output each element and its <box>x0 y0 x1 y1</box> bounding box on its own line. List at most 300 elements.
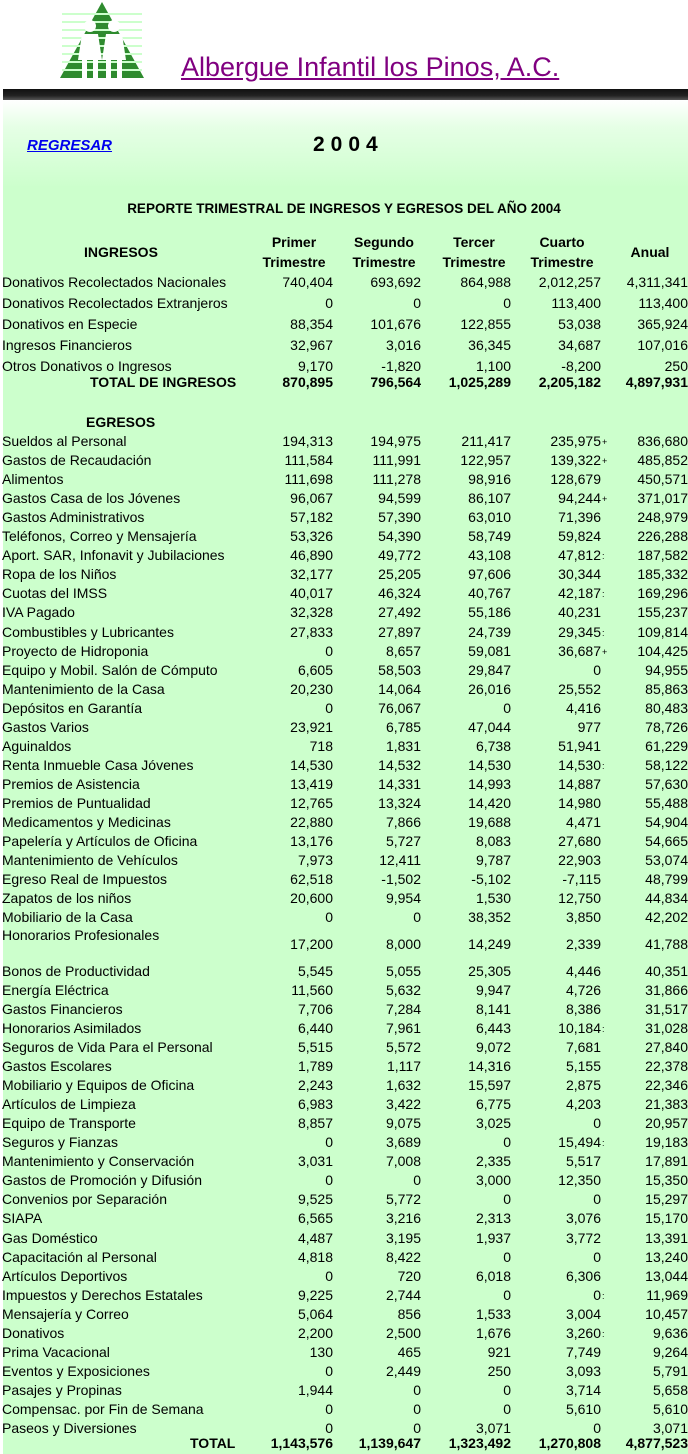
row-q4: 3,076 <box>565 1210 601 1227</box>
row-q1: 2,243 <box>297 1077 333 1094</box>
row-q3: 0 <box>503 1286 511 1303</box>
column-header-anual: Anual <box>630 244 670 260</box>
row-q3: 122,855 <box>460 316 511 332</box>
row-anual: 31,866 <box>645 981 688 998</box>
row-label: Pasajes y Propinas <box>2 1381 122 1398</box>
row-anual: 250 <box>664 358 688 374</box>
row-anual: 11,969 <box>646 1286 688 1303</box>
row-label: Artículos de Limpieza <box>2 1096 136 1113</box>
row-label: Gastos de Recaudación <box>2 452 152 469</box>
row-q3: 0 <box>503 1134 511 1151</box>
table-row <box>0 642 688 661</box>
row-q2: 5,572 <box>385 1039 421 1055</box>
row-q1: 22,880 <box>290 814 333 830</box>
row-marker: : <box>602 551 605 562</box>
row-q3: 1,937 <box>475 1229 511 1246</box>
table-row <box>0 603 688 622</box>
row-q3: 86,107 <box>468 490 511 507</box>
row-q2: 8,422 <box>385 1248 421 1265</box>
row-label: Donativos en Especie <box>2 316 138 332</box>
row-q4: 3,260 <box>565 1324 601 1341</box>
row-q2: 49,772 <box>378 547 421 564</box>
row-label: Gastos de Promoción y Difusión <box>2 1172 202 1189</box>
row-q4: 4,416 <box>565 699 601 716</box>
row-q4: 22,903 <box>558 852 601 869</box>
row-label: Mantenimiento y Conservación <box>2 1153 195 1170</box>
table-row <box>0 432 688 451</box>
row-q4: 139,322 <box>550 452 601 469</box>
row-q1: 5,545 <box>297 962 333 979</box>
row-label: Papelería y Artículos de Oficina <box>2 833 198 850</box>
table-row <box>0 1152 688 1171</box>
row-q2: 111,278 <box>372 471 421 488</box>
table-row <box>0 870 688 889</box>
row-anual: 15,170 <box>645 1210 688 1227</box>
row-anual: 21,383 <box>645 1096 688 1113</box>
row-marker: : <box>602 589 605 600</box>
row-q4: 7,681 <box>565 1039 601 1055</box>
row-q1: 27,833 <box>290 623 333 640</box>
row-q1: 0 <box>325 699 333 716</box>
row-anual: 15,297 <box>645 1191 688 1208</box>
row-q1: 5,515 <box>297 1039 333 1055</box>
row-label: Gastos Administrativos <box>2 509 145 526</box>
row-q4: 3,004 <box>565 1305 601 1322</box>
row-label: Energía Eléctrica <box>2 981 109 998</box>
row-q2: 94,599 <box>378 490 421 507</box>
table-row <box>0 756 688 775</box>
row-q4: 30,344 <box>558 566 601 583</box>
row-q3: 14,316 <box>468 1058 511 1075</box>
row-anual: 5,791 <box>652 1362 688 1379</box>
row-q3: 40,767 <box>468 585 511 602</box>
table-row <box>0 1171 688 1190</box>
row-q2: 9,075 <box>385 1115 421 1132</box>
row-q3: 1,676 <box>475 1324 511 1341</box>
row-marker: : <box>602 627 605 638</box>
row-q3: 14,530 <box>468 756 511 773</box>
row-marker: : <box>602 1023 605 1034</box>
row-label: Gastos Casa de los Jóvenes <box>2 490 181 507</box>
column-header-q3-line1: Tercer <box>453 234 495 250</box>
row-q3: 0 <box>503 1400 511 1417</box>
row-q1: 6,565 <box>297 1210 333 1227</box>
row-q4: 47,812 <box>558 547 601 564</box>
row-label: Proyecto de Hidroponia <box>2 642 149 659</box>
row-label: Mantenimiento de la Casa <box>2 680 165 697</box>
row-anual: 31,517 <box>645 1000 688 1017</box>
row-q2: 0 <box>413 909 421 926</box>
egresos-total-label: TOTAL <box>190 1435 236 1451</box>
row-marker: + <box>602 456 608 467</box>
row-q2: 14,532 <box>378 756 421 773</box>
row-label: Paseos y Diversiones <box>2 1420 137 1436</box>
row-q1: 62,518 <box>290 871 333 888</box>
row-q2: 3,216 <box>385 1210 421 1227</box>
row-q2: 101,676 <box>370 316 421 332</box>
row-q1: 111,584 <box>284 452 333 469</box>
row-label: Mobiliario de la Casa <box>2 909 133 926</box>
table-row <box>0 1324 688 1343</box>
row-q1: 111,698 <box>284 471 333 488</box>
row-q2: 5,055 <box>385 962 421 979</box>
row-q1: 4,818 <box>297 1248 333 1265</box>
table-row <box>0 1190 688 1209</box>
row-q4: 3,093 <box>565 1362 601 1379</box>
row-q4: 7,749 <box>565 1343 601 1360</box>
table-row <box>0 1305 688 1324</box>
row-q2: 5,772 <box>385 1191 421 1208</box>
row-label: Zapatos de los niños <box>2 890 132 907</box>
row-anual: 22,346 <box>645 1077 688 1094</box>
row-q3: 0 <box>503 1191 511 1208</box>
row-q1: 96,067 <box>290 490 333 507</box>
site-title[interactable]: Albergue Infantil los Pinos, A.C. <box>181 52 560 82</box>
row-q4: 3,772 <box>565 1229 601 1246</box>
row-label: Equipo y Mobil. Salón de Cómputo <box>2 661 218 678</box>
row-anual: 17,891 <box>645 1153 688 1170</box>
report-year: 2004 <box>313 133 384 156</box>
row-q4: 14,887 <box>558 775 601 792</box>
table-row <box>0 718 688 737</box>
row-anual: 169,296 <box>637 585 688 602</box>
row-marker: + <box>602 494 608 505</box>
row-q2: 8,000 <box>385 936 421 953</box>
top-divider-bar <box>3 89 688 100</box>
row-q1: 2,200 <box>297 1324 333 1341</box>
row-q2: 27,897 <box>378 623 421 640</box>
row-anual: 42,202 <box>645 909 688 926</box>
row-q1: 6,605 <box>297 661 333 678</box>
row-label: Convenios por Separación <box>2 1191 167 1208</box>
row-q1: 17,200 <box>290 936 333 953</box>
row-q1: 11,560 <box>291 981 333 998</box>
ingresos-total-label: TOTAL DE INGRESOS <box>90 374 237 390</box>
row-q1: 6,983 <box>297 1096 333 1113</box>
row-q4: 2,012,257 <box>538 274 601 290</box>
column-header-q4 <box>524 232 600 272</box>
row-label: Gastos Varios <box>2 718 89 735</box>
ingresos-total-q4: 2,205,182 <box>538 374 601 390</box>
row-q2: 0 <box>413 295 421 311</box>
row-q2: 7,284 <box>385 1000 421 1017</box>
regresar-link[interactable]: REGRESAR <box>27 137 113 154</box>
row-q4: 0 <box>593 1420 601 1436</box>
column-header-q4-line2: Trimestre <box>530 254 594 270</box>
row-label: Honorarios Asimilados <box>2 1019 142 1036</box>
table-row <box>0 1095 688 1114</box>
table-row <box>0 1248 688 1267</box>
row-label: Eventos y Exposiciones <box>2 1362 150 1379</box>
row-q1: 20,600 <box>290 890 333 907</box>
row-q3: 14,249 <box>468 936 511 953</box>
row-q2: -1,502 <box>381 871 421 888</box>
table-row <box>0 981 688 1000</box>
row-q2: 2,500 <box>385 1324 421 1341</box>
table-row <box>0 889 688 908</box>
row-label: Prima Vacacional <box>2 1343 110 1360</box>
row-q3: 9,787 <box>475 852 511 869</box>
table-row <box>0 584 688 603</box>
row-anual: 54,665 <box>645 833 688 850</box>
row-q3: 14,993 <box>468 775 511 792</box>
row-q4: 977 <box>577 718 601 735</box>
row-q1: 57,182 <box>290 509 333 526</box>
row-anual: 365,924 <box>637 316 688 332</box>
row-label: Donativos <box>2 1324 65 1341</box>
table-row <box>0 1057 688 1076</box>
row-q3: 2,335 <box>475 1153 511 1170</box>
row-label: Mensajería y Correo <box>2 1305 129 1322</box>
row-q1: 4,487 <box>297 1229 333 1246</box>
column-header-q1-line2: Trimestre <box>262 254 326 270</box>
table-row <box>0 1229 688 1248</box>
row-q3: 24,739 <box>468 623 511 640</box>
row-label: Bonos de Productividad <box>2 962 150 979</box>
row-q2: 7,866 <box>385 814 421 830</box>
row-q1: 32,328 <box>290 604 333 621</box>
row-q1: 1,789 <box>297 1058 333 1075</box>
row-q1: 194,313 <box>282 433 333 449</box>
row-anual: 48,799 <box>645 871 688 888</box>
row-q2: 3,016 <box>385 337 421 353</box>
row-anual: 5,610 <box>652 1400 688 1417</box>
row-q1: 0 <box>325 1267 333 1284</box>
table-row <box>0 1000 688 1019</box>
table-row <box>0 962 688 981</box>
row-q3: 98,916 <box>468 471 511 488</box>
egresos-total-anual: 4,877,523 <box>625 1435 688 1451</box>
row-label: Donativos Recolectados Extranjeros <box>2 295 228 311</box>
row-q1: 9,225 <box>297 1286 333 1303</box>
row-label: Gastos Financieros <box>2 1000 123 1017</box>
row-q1: 1,944 <box>297 1381 333 1398</box>
row-q4: 94,244 <box>558 490 601 507</box>
table-row <box>0 1038 688 1057</box>
row-label: Donativos Recolectados Nacionales <box>2 274 227 290</box>
row-q4: -7,115 <box>562 871 601 888</box>
row-q2: 3,422 <box>385 1096 421 1113</box>
row-anual: 13,240 <box>645 1248 688 1265</box>
row-q2: 0 <box>413 1420 421 1436</box>
table-row <box>0 661 688 680</box>
row-label: Premios de Puntualidad <box>2 794 151 811</box>
table-row <box>0 565 688 584</box>
row-q3: 63,010 <box>468 509 511 526</box>
table-row <box>0 315 688 334</box>
row-q4: 25,552 <box>558 680 601 697</box>
table-row <box>0 1019 688 1038</box>
column-header-q3 <box>436 232 512 272</box>
table-row <box>0 832 688 851</box>
row-q1: 740,404 <box>282 274 333 290</box>
row-label: SIAPA <box>2 1210 43 1227</box>
column-header-q4-line1: Cuarto <box>539 234 585 250</box>
ingresos-total-anual: 4,897,931 <box>625 374 688 390</box>
row-q2: 2,744 <box>385 1286 421 1303</box>
row-q3: 122,957 <box>460 452 511 469</box>
row-label: Renta Inmueble Casa Jóvenes <box>2 756 194 773</box>
row-q1: 0 <box>325 1134 333 1151</box>
row-label: Alimentos <box>2 471 64 488</box>
table-row <box>0 1114 688 1133</box>
row-anual: 107,016 <box>637 337 688 353</box>
row-anual: 58,122 <box>645 756 688 773</box>
row-q2: 856 <box>397 1305 421 1322</box>
pine-tree-children-logo-icon <box>52 0 152 84</box>
row-q2: -1,820 <box>381 358 421 374</box>
row-q1: 88,354 <box>290 316 333 332</box>
row-q3: 38,352 <box>468 909 511 926</box>
row-q2: 194,975 <box>370 433 421 449</box>
row-anual: 248,979 <box>637 509 688 526</box>
row-marker: : <box>602 1290 605 1301</box>
row-marker: + <box>602 437 608 447</box>
row-anual: 85,863 <box>645 680 688 697</box>
row-q3: -5,102 <box>471 871 511 888</box>
column-header-q2 <box>346 232 422 272</box>
row-q4: 59,824 <box>558 528 601 545</box>
column-header-q3-line2: Trimestre <box>442 254 506 270</box>
row-q4: 4,726 <box>565 981 601 998</box>
row-q3: 19,688 <box>468 814 511 830</box>
row-anual: 55,488 <box>645 794 688 811</box>
row-q3: 3,000 <box>475 1172 511 1189</box>
table-row <box>0 623 688 642</box>
row-label: Artículos Deportivos <box>2 1267 128 1284</box>
row-anual: 31,028 <box>645 1019 688 1036</box>
row-q1: 23,921 <box>290 718 333 735</box>
row-q3: 14,420 <box>468 794 511 811</box>
row-q3: 6,443 <box>475 1019 511 1036</box>
row-q3: 36,345 <box>468 337 511 353</box>
row-anual: 185,332 <box>637 566 688 583</box>
row-q1: 13,419 <box>290 775 333 792</box>
row-q1: 0 <box>325 1362 333 1379</box>
table-row <box>0 508 688 527</box>
row-anual: 13,391 <box>645 1229 688 1246</box>
row-q3: 6,738 <box>475 737 511 754</box>
egresos-total-q3: 1,323,492 <box>448 1435 511 1451</box>
row-q3: 8,083 <box>475 833 511 850</box>
row-anual: 44,834 <box>645 890 688 907</box>
row-q4: 8,386 <box>565 1000 601 1017</box>
row-q3: 6,775 <box>475 1096 511 1113</box>
row-q3: 97,606 <box>468 566 511 583</box>
row-q4: 113,400 <box>551 295 601 311</box>
row-anual: 371,017 <box>637 490 688 507</box>
row-q3: 9,072 <box>475 1039 511 1055</box>
row-q1: 0 <box>325 1172 333 1189</box>
row-q1: 46,890 <box>290 547 333 564</box>
row-anual: 19,183 <box>645 1134 688 1151</box>
table-row <box>0 1400 688 1419</box>
column-header-q1-line1: Primer <box>271 234 317 250</box>
table-row <box>0 1209 688 1228</box>
row-q2: 0 <box>413 1172 421 1189</box>
row-q2: 25,205 <box>378 566 421 583</box>
row-label: Combustibles y Lubricantes <box>2 623 174 640</box>
row-q2: 0 <box>413 1381 421 1398</box>
row-anual: 22,378 <box>645 1058 688 1075</box>
row-q2: 2,449 <box>385 1362 421 1379</box>
row-q1: 13,176 <box>290 833 333 850</box>
egresos-total-row <box>0 1434 688 1453</box>
row-q1: 0 <box>325 295 333 311</box>
table-row <box>0 273 688 292</box>
egresos-total-q1: 1,143,576 <box>270 1435 333 1451</box>
row-anual: 61,229 <box>645 737 688 754</box>
row-q4: 12,750 <box>558 890 601 907</box>
row-label: Depósitos en Garantía <box>2 699 143 716</box>
row-anual: 9,636 <box>652 1324 688 1341</box>
row-q4: 4,471 <box>565 814 601 830</box>
table-row <box>0 1381 688 1400</box>
table-row <box>0 451 688 470</box>
row-q4: 5,517 <box>565 1153 601 1170</box>
table-row <box>0 737 688 756</box>
row-q3: 29,847 <box>468 661 511 678</box>
row-q4: 2,875 <box>565 1077 601 1094</box>
ingresos-heading: INGRESOS <box>84 244 158 260</box>
row-q3: 250 <box>487 1362 511 1379</box>
row-q1: 6,440 <box>297 1019 333 1036</box>
row-anual: 104,425 <box>637 642 688 659</box>
row-q3: 8,141 <box>475 1000 511 1017</box>
table-row <box>0 680 688 699</box>
row-q1: 0 <box>325 642 333 659</box>
row-q4: 15,494 <box>558 1134 601 1151</box>
row-anual: 15,350 <box>645 1172 688 1189</box>
report-title: REPORTE TRIMESTRAL DE INGRESOS Y EGRESOS DEL AÑO 2004 <box>127 201 561 216</box>
row-anual: 5,658 <box>652 1381 688 1398</box>
row-q4: 14,980 <box>558 794 601 811</box>
row-label: Egreso Real de Impuestos <box>2 871 167 888</box>
row-q1: 32,967 <box>290 337 333 353</box>
row-q3: 1,533 <box>475 1305 511 1322</box>
row-q4: 27,680 <box>558 833 601 850</box>
table-row <box>0 908 688 927</box>
row-q4: 0 <box>593 661 601 678</box>
row-q4: 12,350 <box>558 1172 601 1189</box>
row-q2: 76,067 <box>378 699 421 716</box>
row-anual: 41,788 <box>645 936 688 953</box>
row-q2: 57,390 <box>378 509 421 526</box>
table-row <box>0 1362 688 1381</box>
row-q2: 12,411 <box>379 852 421 869</box>
row-q2: 3,689 <box>385 1134 421 1151</box>
table-row <box>0 1343 688 1362</box>
ingresos-total-q3: 1,025,289 <box>448 374 511 390</box>
row-q2: 1,831 <box>385 737 421 754</box>
row-label: Ingresos Financieros <box>2 337 132 353</box>
row-q1: 0 <box>325 1420 333 1436</box>
row-label: Seguros de Vida Para el Personal <box>2 1039 213 1055</box>
row-label: Compensac. por Fin de Semana <box>2 1400 204 1417</box>
row-label: Medicamentos y Medicinas <box>2 814 171 830</box>
row-q2: 1,632 <box>385 1077 421 1094</box>
row-q2: 8,657 <box>385 642 421 659</box>
row-label: IVA Pagado <box>2 604 75 621</box>
row-q2: 58,503 <box>378 661 421 678</box>
row-q4: 0 <box>593 1248 601 1265</box>
row-q1: 718 <box>309 737 333 754</box>
row-q4: 71,396 <box>558 509 601 526</box>
row-q4: 128,679 <box>550 471 601 488</box>
row-q1: 53,326 <box>290 528 333 545</box>
row-q2: 1,117 <box>387 1058 421 1075</box>
row-q2: 3,195 <box>385 1229 421 1246</box>
